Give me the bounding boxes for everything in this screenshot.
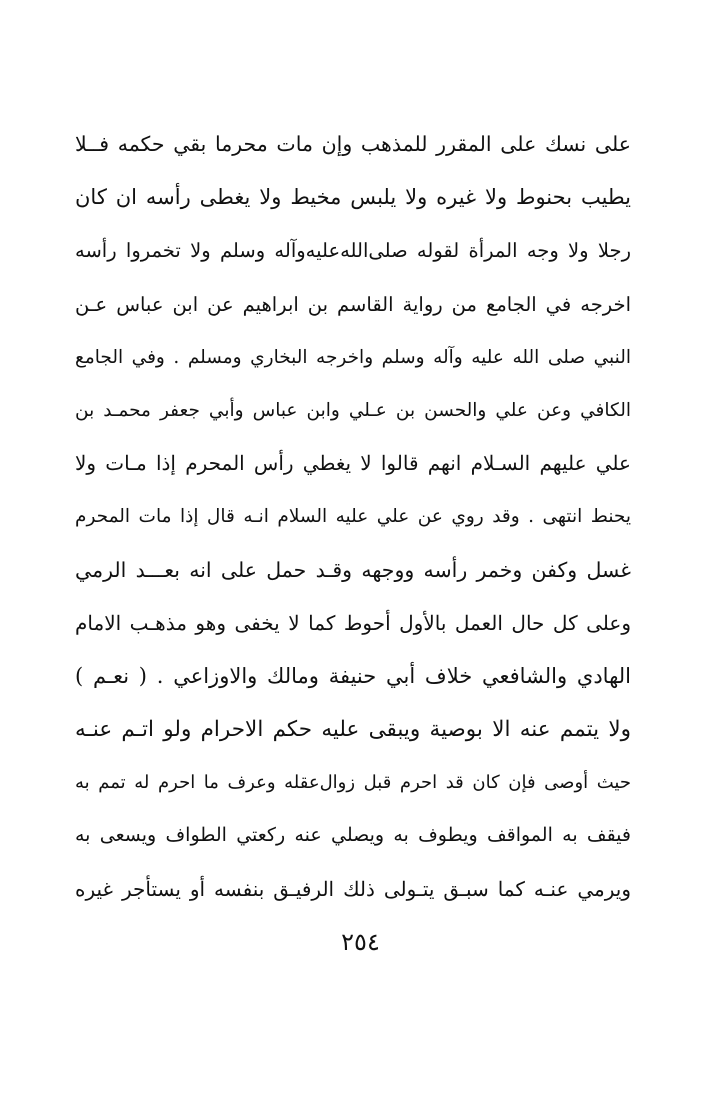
text-line-13: حيث أوصى فإن كان قد احرم قبل زوال‌عقله وعرف ما احرم له تمم به	[75, 772, 631, 794]
text-line-7: علي عليهم السـلام انهم قالوا لا يغطي رأس المحرم إذا مـات ولا	[75, 451, 631, 476]
page-number: ٢٥٤	[341, 928, 380, 956]
body-text	[75, 118, 631, 916]
text-line-12: ولا يتمم عنه الا بوصية ويبقى عليه حكم الاحرام ولو اتـم عنـه	[75, 717, 631, 743]
text-line-6: الكافي وعن علي والحسن بن عـلي وابن عباس وأبي جعفر محمـد بن	[75, 399, 631, 421]
text-line-5: النبي صلى الله عليه وآله وسلم واخرجه البخاري ومسلم . وفي الجامع	[75, 346, 631, 368]
text-line-14: فيقف به المواقف ويطوف به ويصلي عنه ركعتي الطواف ويسعى به	[75, 824, 631, 847]
text-line-1: على نسك على المقرر للمذهب وإن مات محرما بقي حكمه فــلا	[75, 132, 631, 156]
text-line-4: اخرجه في الجامع من رواية القاسم بن ابراهيم عن ابن عباس عـن	[75, 292, 631, 316]
text-line-8: يحنط انتهى . وقد روي عن علي عليه السلام انـه قال إذا مات المحرم	[75, 506, 631, 528]
text-line-10: وعلى كل حال العمل بالأول أحوط كما لا يخفى وهو مذهـب الامام	[75, 610, 631, 635]
text-line-9: غسل وكفن وخمر رأسه ووجهه وقـد حمل على انه بعـــد الرمي	[75, 557, 631, 582]
text-line-2: يطيب بحنوط ولا غيره ولا يلبس مخيط ولا يغطى رأسه ان كان	[75, 185, 631, 210]
text-line-15: ويرمي عنـه كما سبـق يتـولى ذلك الرفيـق بنفسه أو يستأجر غيره	[75, 876, 631, 901]
text-line-11: الهادي والشافعي خلاف أبي حنيفة ومالك والاوزاعي . ( نعـم )	[75, 663, 631, 688]
text-line-3: رجلا ولا وجه المرأة لقوله صلى‌الله‌عليه‌وآله وسلم ولا تخمروا رأسه	[75, 239, 631, 263]
